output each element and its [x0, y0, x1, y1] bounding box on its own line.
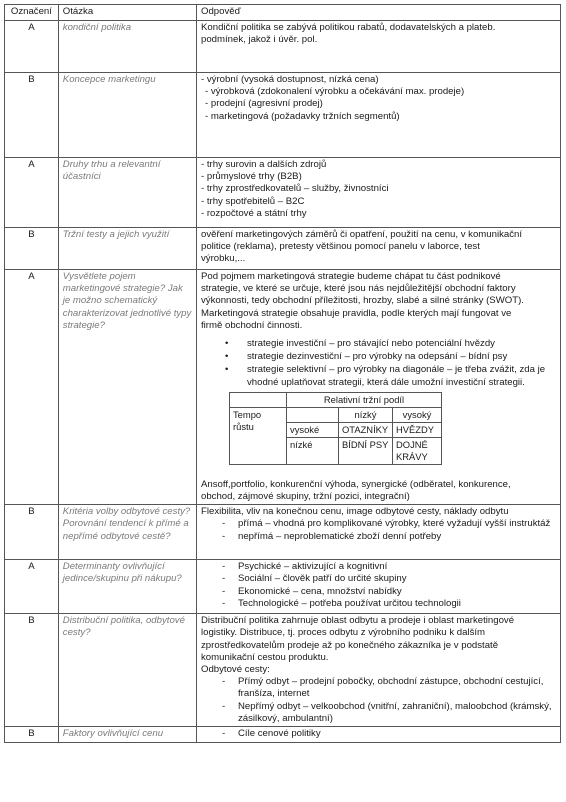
table-row — [5, 228, 561, 270]
answer-line: - prodejní (agresivní prodej) — [205, 98, 323, 110]
row-question: Druhy trhu a relevantní účastníci — [58, 158, 196, 228]
row-mark: A — [5, 270, 59, 505]
strategy-list — [201, 338, 556, 389]
answer-line: - rozpočtové a státní trhy — [201, 207, 307, 219]
answer-line: firmě obchodní činnosti. — [201, 319, 303, 331]
header-question: Otázka — [58, 5, 196, 21]
answer-line: - průmyslové trhy (B2B) — [201, 171, 302, 183]
table-row — [5, 560, 561, 614]
list-item: - Psychické – aktivizující a kognitivní — [238, 561, 556, 573]
row-answer — [197, 228, 561, 270]
row-question: Tržní testy a jejich využití — [58, 228, 196, 270]
matrix-row-label: Tempo růstu — [230, 407, 287, 464]
list-item: • strategie dezinvestiční – pro výrobky na odepsání – bídní psy — [247, 351, 556, 363]
answer-line: zprostředkovatelům prodeje až po konečného zákazníka je v podstatě — [201, 639, 499, 651]
matrix-row-high: vysoké — [287, 422, 339, 437]
row-mark: B — [5, 73, 59, 158]
answer-line: Ansoff,portfolio, konkurenční výhoda, synergické (odběratel, konkurence, — [201, 478, 511, 490]
row-mark: B — [5, 727, 59, 743]
row-question: Determinanty ovlivňující jedince/skupinu při nákupu? — [58, 560, 196, 614]
list-item: - Technologické – potřeba používat určitou technologii — [238, 598, 556, 610]
list-item: - přímá – vhodná pro komplikované výrobky, které vyžadují vyšší instruktáž — [238, 518, 556, 530]
row-question: Faktory ovlivňující cenu — [58, 727, 196, 743]
answer-line: Kondiční politika se zabývá politikou rabatů, dodavatelských a plateb. — [201, 22, 496, 33]
row-mark: A — [5, 21, 59, 73]
answer-line: obchod, zájmové skupiny, tržní pozici, integrační) — [201, 491, 410, 503]
row-question: Distribuční politika, odbytové cesty? — [58, 614, 196, 727]
row-mark: A — [5, 560, 59, 614]
answer-line: politice (reklama), pretesty většinou pomocí panelu v laborce, test — [201, 241, 480, 253]
answer-line: ověření marketingových záměrů či opatření, použití na cenu, v komunikační — [201, 229, 523, 240]
list-item: - Cíle cenové politiky — [238, 728, 556, 740]
header-mark: Označení — [5, 5, 59, 21]
table-header-row — [5, 5, 561, 21]
row-answer — [197, 505, 561, 560]
table-row — [5, 505, 561, 560]
matrix-cell-hvezdy: HVĚZDY — [393, 422, 442, 437]
row-answer — [197, 158, 561, 228]
matrix-cell-psy: BÍDNÍ PSY — [339, 437, 393, 464]
list-item: - Sociální – člověk patří do určité skupiny — [238, 573, 556, 585]
table-row — [5, 158, 561, 228]
table-row — [5, 270, 561, 505]
list-item: - Přímý odbyt – prodejní pobočky, obchodní zástupce, obchodní cestující, franšíza, internet — [238, 676, 556, 700]
answer-line: - výrobková (zdokonalení výrobku a očekávání max. prodeje) — [205, 86, 465, 98]
qa-table — [4, 4, 561, 743]
row-mark: B — [5, 614, 59, 727]
answer-line: - trhy spotřebitelů – B2C — [201, 195, 305, 207]
row-question: kondiční politika — [58, 21, 196, 73]
answer-line: Pod pojmem marketingová strategie budeme chápat tu část podnikové — [201, 271, 501, 282]
row-question: Vysvětlete pojem marketingové strategie? Jak je možno schematický charakterizovat jednotlivé typy strategie? — [58, 270, 196, 505]
answer-line: - trhy zprostředkovatelů – služby, živnostníci — [201, 183, 389, 195]
list-item: • strategie investiční – pro stávající nebo potenciální hvězdy — [247, 338, 556, 350]
answer-line: výrobku,... — [201, 253, 246, 265]
table-row — [5, 21, 561, 73]
row-answer — [197, 727, 561, 743]
list-item: - nepřímá – neproblematické zboží denní potřeby — [238, 531, 556, 543]
answer-subheading: Odbytové cesty: — [201, 664, 270, 676]
answer-line: - výrobní (vysoká dostupnost, nízká cena) — [201, 74, 379, 85]
matrix-col-high: vysoký — [393, 407, 442, 422]
matrix-header: Relativní tržní podíl — [287, 392, 442, 407]
dash-list — [201, 518, 556, 542]
row-mark: A — [5, 158, 59, 228]
answer-line: Flexibilita, vliv na konečnou cenu, image odbytové cesty, náklady odbytu — [201, 506, 509, 518]
answer-line: strategie, ve které se určuje, které jsou nás nejdůležitější obchodní faktory — [201, 283, 516, 295]
list-item: - Ekonomické – cena, množství nabídky — [238, 586, 556, 598]
answer-line: - trhy surovin a dalších zdrojů — [201, 159, 327, 170]
answer-line: Marketingová strategie obsahuje pravidla, podle kterých mají fungovat ve — [201, 307, 512, 319]
row-answer — [197, 560, 561, 614]
table-row — [5, 614, 561, 727]
dash-list — [201, 728, 556, 740]
row-answer — [197, 21, 561, 73]
row-answer — [197, 270, 561, 505]
matrix-blank — [287, 407, 339, 422]
bcg-matrix — [229, 392, 442, 465]
answer-line: výkonnosti, tedy obchodní příležitosti, hrozby, slabé a silné stránky (SWOT). — [201, 295, 524, 307]
row-answer — [197, 73, 561, 158]
row-mark: B — [5, 228, 59, 270]
matrix-cell-kravy: DOJNÉ KRÁVY — [393, 437, 442, 464]
answer-line: podmínek, jakož i úvěr. pol. — [201, 34, 318, 46]
table-row — [5, 727, 561, 743]
answer-line: Distribuční politika zahrnuje oblast odbytu a prodeje i oblast marketingové — [201, 615, 515, 627]
dash-list — [201, 676, 556, 725]
matrix-cell-otazniky: OTAZNÍKY — [339, 422, 393, 437]
list-item: • strategie selektivní – pro výrobky na diagonále – je třeba zvážit, zda je vhodné uplatňovat strategii, která dále umožní investiční strategii. — [247, 364, 556, 388]
matrix-corner — [230, 392, 287, 407]
row-mark: B — [5, 505, 59, 560]
row-question: Koncepce marketingu — [58, 73, 196, 158]
answer-line: komunikační cestou produktu. — [201, 651, 329, 663]
dash-list — [201, 561, 556, 610]
answer-line: logistiky. Distribuce, tj. proces odbytu z výrobního podniku k dalším — [201, 627, 486, 639]
matrix-col-low: nízký — [339, 407, 393, 422]
row-question: Kritéria volby odbytové cesty? Porovnání tendencí k přímé a nepřímé odbytové cestě? — [58, 505, 196, 560]
list-item: - Nepřímý odbyt – velkoobchod (vnitřní, zahraniční), maloobchod (krámský, zásilkový, ambulantní) — [238, 701, 556, 725]
header-answer: Odpověď — [197, 5, 561, 21]
row-answer — [197, 614, 561, 727]
matrix-row-low: nízké — [287, 437, 339, 464]
answer-line: - marketingová (požadavky tržních segmentů) — [205, 110, 400, 122]
table-row — [5, 73, 561, 158]
